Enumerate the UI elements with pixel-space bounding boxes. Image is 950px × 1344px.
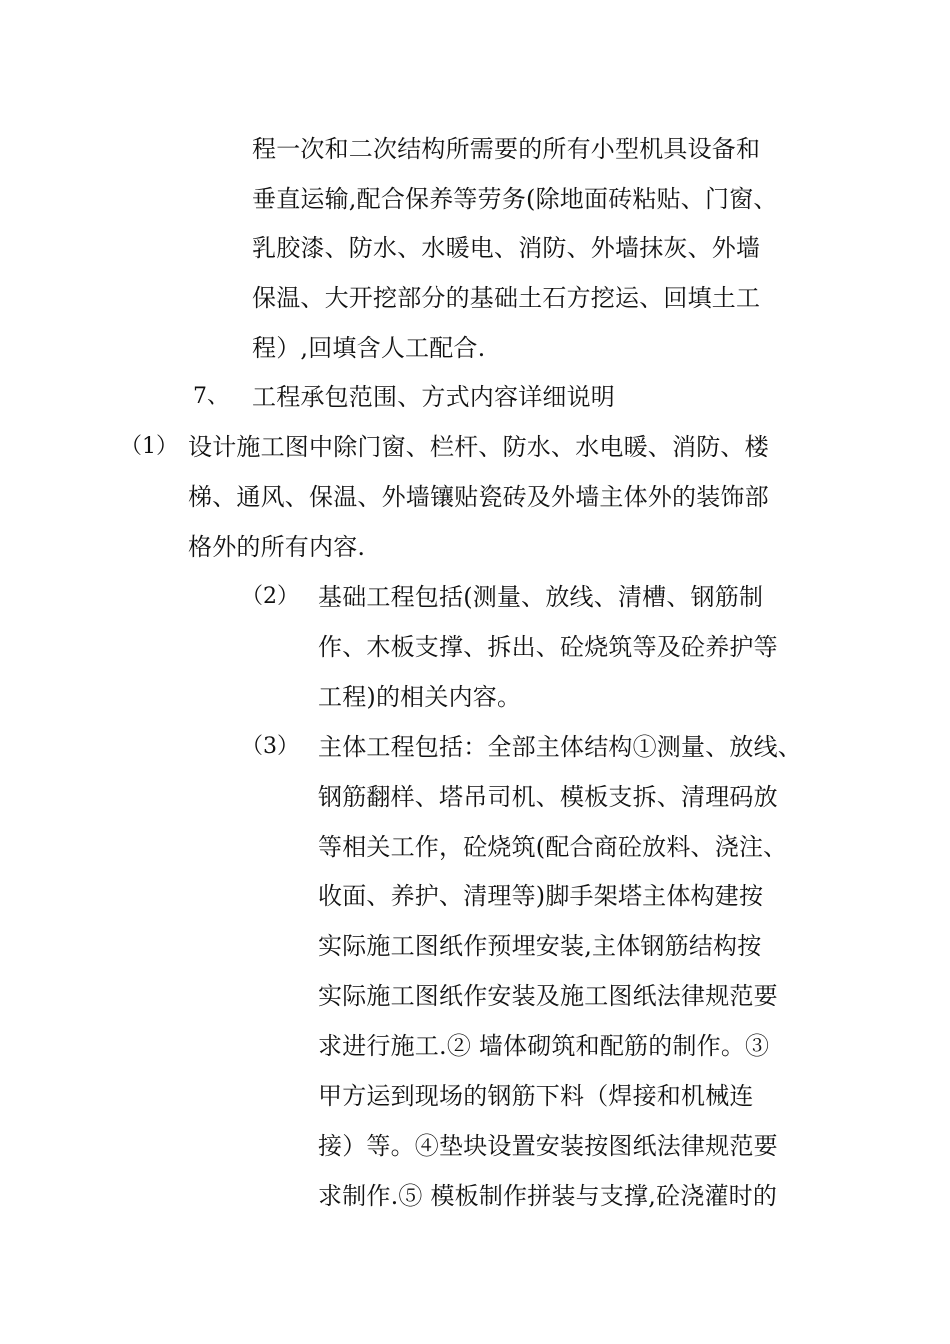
section-title: 工程承包范围、方式内容详细说明 bbox=[252, 383, 615, 411]
continuation-line: 乳胶漆、防水、水暖电、消防、外墙抹灰、外墙 bbox=[252, 234, 761, 262]
item-line: 甲方运到现场的钢筋下料（焊接和机械连 bbox=[318, 1082, 754, 1110]
item-line: 基础工程包括(测量、放线、清槽、钢筋制 bbox=[318, 583, 764, 611]
item-line: 梯、通风、保温、外墙镶贴瓷砖及外墙主体外的装饰部 bbox=[188, 483, 769, 511]
continuation-line: 程一次和二次结构所需要的所有小型机具设备和 bbox=[252, 135, 761, 163]
item-line: 格外的所有内容. bbox=[188, 533, 366, 561]
item-line: 工程)的相关内容。 bbox=[318, 683, 522, 711]
continuation-line: 垂直运输,配合保养等劳务(除地面砖粘贴、门窗、 bbox=[252, 185, 778, 213]
item-line: 求制作.⑤ 模板制作拼装与支撑,砼浇灌时的 bbox=[318, 1182, 778, 1210]
item-line: 等相关工作，砼烧筑(配合商砼放料、浇注、 bbox=[318, 833, 788, 861]
item-line: 接）等。④垫块设置安装按图纸法律规范要 bbox=[318, 1132, 778, 1160]
item-line: 主体工程包括：全部主体结构①测量、放线、 bbox=[318, 733, 802, 761]
item-line: 求进行施工.② 墙体砌筑和配筋的制作。③ bbox=[318, 1032, 770, 1060]
continuation-line: 保温、大开挖部分的基础土石方挖运、回填土工 bbox=[252, 284, 761, 312]
item-line: 钢筋翻样、塔吊司机、模板支拆、清理码放 bbox=[318, 783, 778, 811]
continuation-line: 程）,回填含人工配合. bbox=[252, 334, 486, 362]
section-number: 7、 bbox=[193, 384, 229, 409]
item-line: 设计施工图中除门窗、栏杆、防水、水电暖、消防、楼 bbox=[188, 433, 769, 461]
item-line: 作、木板支撑、拆出、砼烧筑等及砼养护等 bbox=[318, 633, 778, 661]
item-line: 实际施工图纸作安装及施工图纸法律规范要 bbox=[318, 982, 778, 1010]
item-marker: （1） bbox=[120, 434, 178, 459]
item-line: 实际施工图纸作预埋安装,主体钢筋结构按 bbox=[318, 932, 762, 960]
item-marker: （3） bbox=[241, 734, 299, 759]
item-line: 收面、养护、清理等)脚手架塔主体构建按 bbox=[318, 882, 764, 910]
item-marker: （2） bbox=[241, 584, 299, 609]
